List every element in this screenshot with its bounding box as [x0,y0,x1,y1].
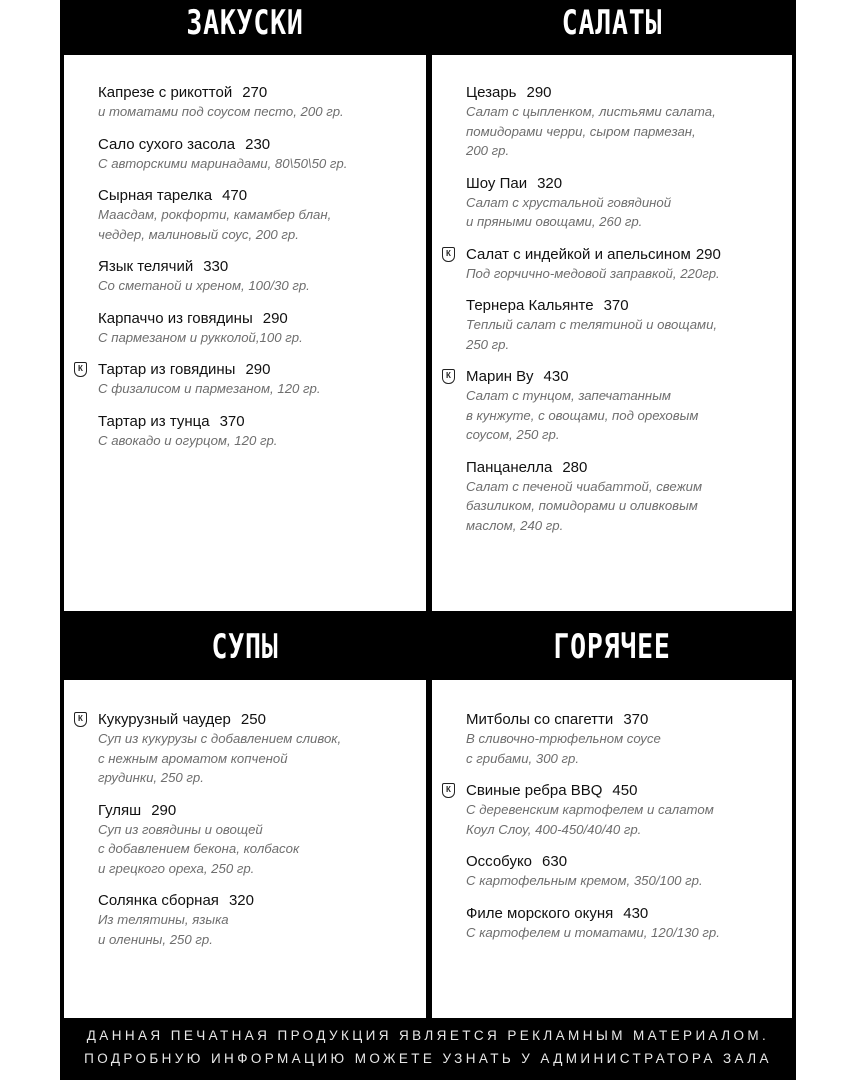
item-description: С деревенским картофелем и салатом Коул Слоу, 400-450/40/40 гр. [466,802,714,837]
menu-list [446,83,776,548]
item-description: Салат с печеной чиабаттой, свежим базиликом, помидорами и оливковым маслом, 240 гр. [466,478,703,533]
section-supy [64,680,426,1018]
signature-dish-icon: К [442,247,455,262]
item-price: 290 [526,84,552,101]
item-name-row [466,781,776,800]
item-name: Тартар из тунца [98,412,210,430]
item-name: Свиные ребра BBQ [466,782,603,799]
item-name-row [98,309,410,328]
signature-dish-icon: К [74,362,87,377]
item-price: 290 [151,801,177,819]
item-description: Маасдам, рокфорти, камамбер блан, чеддер, малиновый соус, 200 гр. [98,207,332,242]
item-price: 320 [537,174,563,192]
item-name: Шоу Паи [466,174,528,192]
menu-list [446,710,776,955]
section-zakuski [64,55,426,611]
item-name: Марин Ву [466,368,534,385]
menu-list [78,83,410,463]
menu-item [98,135,410,174]
menu-item [78,360,410,399]
item-name: Панцанелла [466,458,553,476]
menu-item [466,710,776,768]
menu-item [78,710,410,788]
item-name-row [98,891,410,910]
item-description: Суп из кукурузы с добавлением сливок, с нежным ароматом копченой грудинки, 250 гр. [98,731,342,785]
item-name-row [466,296,776,315]
item-price: 250 [240,711,266,728]
item-price: 450 [612,782,638,799]
item-name-row [98,801,410,820]
item-price: 370 [603,297,629,314]
item-description: С физалисом и пармезаном, 120 гр. [98,381,321,396]
signature-dish-icon: К [442,783,455,798]
item-price: 290 [695,245,721,263]
item-description: Со сметаной и хреном, 100/30 гр. [98,278,310,293]
item-description: Под горчично-медовой заправкой, 220гр. [466,265,720,281]
item-price: 230 [245,135,271,153]
section-title-goryachee: ГОРЯЧЕЕ [553,627,671,667]
menu-item [98,412,410,451]
signature-dish-icon: К [74,712,87,727]
item-name: Гуляш [98,801,142,819]
item-price: 470 [222,187,248,204]
item-price: 280 [562,458,588,476]
item-name-row [98,83,410,102]
menu-item [98,801,410,879]
item-name: Филе морского окуня [466,904,614,922]
menu-item [466,904,776,943]
item-name-row [98,710,410,729]
item-price: 320 [228,892,254,909]
section-title-salaty: САЛАТЫ [561,3,663,43]
item-description: С картофельным кремом, 350/100 гр. [466,873,703,888]
item-description: Салат с цыпленком, листьями салата, помидорами черри, сыром пармезан, 200 гр. [466,104,716,158]
item-name: Кукурузный чаудер [98,711,231,728]
item-name-row [466,852,776,871]
item-name-row [466,245,776,264]
item-description: Из телятины, языка и оленины, 250 гр. [98,912,229,947]
item-description: Суп из говядины и овощей с добавлением бекона, колбасок и грецкого ореха, 250 гр. [98,821,300,876]
menu-item [466,83,776,161]
item-name-row [98,135,410,154]
menu-item [466,458,776,536]
item-name: Цезарь [466,84,517,101]
menu-item [98,257,410,296]
item-price: 430 [543,368,569,385]
item-name: Митболы со спагетти [466,711,614,728]
item-description: В сливочно-трюфельном соусе с грибами, 300 гр. [466,731,661,766]
menu-item [466,852,776,891]
menu-item [98,83,410,122]
item-name: Сырная тарелка [98,187,213,204]
menu-item [98,891,410,949]
item-description: Теплый салат с телятиной и овощами, 250 гр. [466,317,718,352]
signature-dish-icon: К [442,369,455,384]
item-name-row [98,412,410,431]
item-name-row [466,904,776,923]
item-name-row [466,458,776,477]
item-name: Карпаччо из говядины [98,309,253,327]
item-name: Язык телячий [98,258,194,275]
item-description: Салат с тунцом, запечатанным в кунжуте, с овощами, под ореховым соусом, 250 гр. [466,388,699,442]
section-title-supy: СУПЫ [211,627,279,667]
item-description: С авторскими маринадами, 80\50\50 гр. [98,155,348,171]
item-price: 290 [262,309,288,327]
item-name: Тартар из говядины [98,361,236,378]
item-name: Солянка сборная [98,892,219,909]
menu-item [446,781,776,839]
item-name-row [466,367,776,386]
menu-item [466,174,776,232]
section-title-zakuski: ЗАКУСКИ [186,3,304,43]
item-name: Капрезе с рикоттой [98,84,233,101]
item-description: С картофелем и томатами, 120/130 гр. [466,924,720,940]
item-name-row [98,360,410,379]
item-price: 330 [203,258,229,275]
item-description: С авокадо и огурцом, 120 гр. [98,432,278,448]
item-name-row [98,186,410,205]
item-name-row [466,174,776,193]
item-description: Салат с хрустальной говядиной и пряными овощами, 260 гр. [466,194,672,229]
menu-list [78,710,410,962]
item-description: и томатами под соусом песто, 200 гр. [98,104,344,119]
item-price: 430 [623,904,649,922]
item-name: Сало сухого засола [98,135,236,153]
item-name-row [466,83,776,102]
item-description: С пармезаном и рукколой,100 гр. [98,329,303,345]
item-name: Оссобуко [466,853,533,870]
menu-item [466,296,776,354]
footer-line-1: ДАННАЯ ПЕЧАТНАЯ ПРОДУКЦИЯ ЯВЛЯЕТСЯ РЕКЛАМНЫМ МАТЕРИАЛОМ. [86,1028,770,1043]
section-goryachee [432,680,792,1018]
item-name-row [466,710,776,729]
item-name-row [98,257,410,276]
menu-item [98,186,410,244]
item-price: 370 [219,412,245,430]
footer-disclaimer [60,1024,796,1070]
item-price: 630 [542,853,568,870]
item-price: 290 [245,361,271,378]
item-name: Тернера Кальянте [466,297,594,314]
footer-line-2: ПОДРОБНУЮ ИНФОРМАЦИЮ МОЖЕТЕ УЗНАТЬ У АДМИНИСТРАТОРА ЗАЛА [84,1051,772,1066]
menu-item [98,309,410,348]
section-salaty [432,55,792,611]
item-price: 270 [242,84,268,101]
item-name: Салат с индейкой и апельсином [466,245,691,263]
menu-item [446,367,776,445]
item-price: 370 [623,711,649,728]
menu-item [446,245,776,284]
